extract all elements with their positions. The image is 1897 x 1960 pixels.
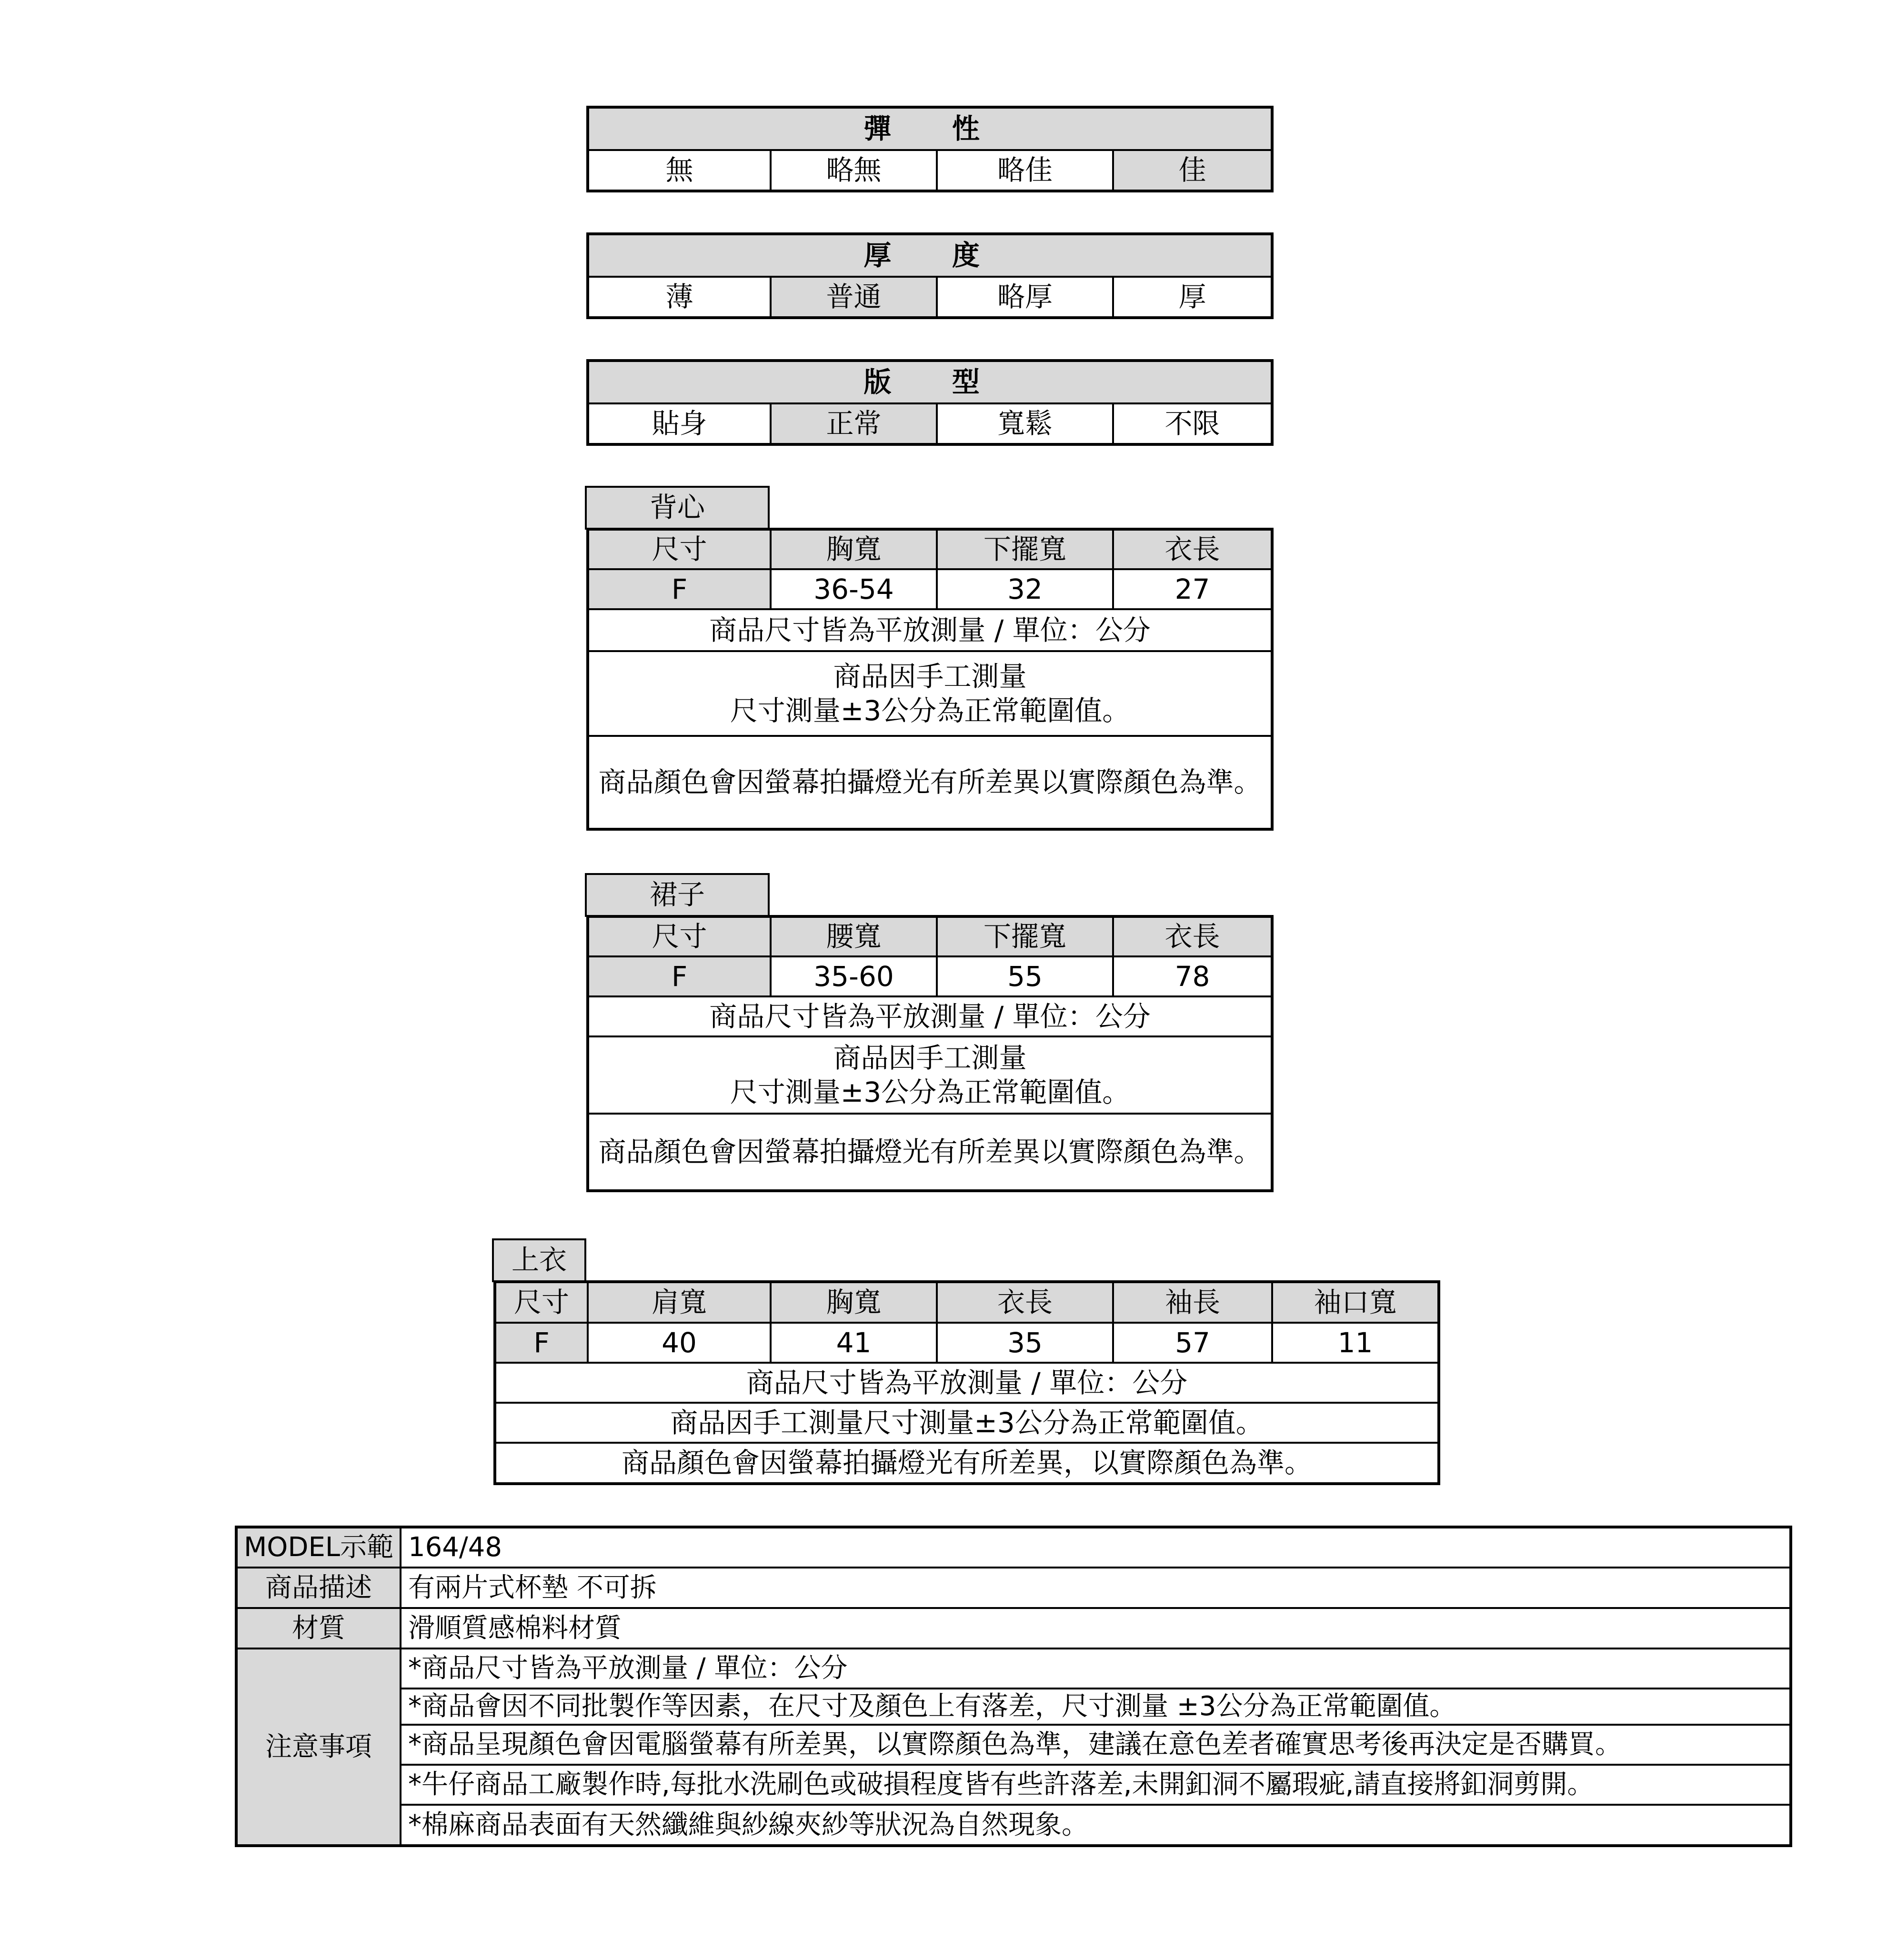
note-item: *牛仔商品工廠製作時,每批水洗刷色或破損程度皆有些許落差,未開釦洞不屬瑕疵,請直接將釦洞剪開。	[401, 1765, 1791, 1805]
vest-value: 36-54	[771, 569, 937, 609]
vest-note-tolerance	[588, 651, 1272, 736]
vest-header: 下擺寬	[937, 529, 1113, 569]
model-value: 164/48	[401, 1527, 1791, 1568]
fit-option: 貼身	[588, 403, 771, 444]
top-size-table	[493, 1280, 1440, 1485]
fit-option: 不限	[1113, 403, 1272, 444]
fit-title: 版 型	[588, 361, 1272, 403]
elasticity-option: 略無	[771, 150, 937, 191]
thickness-table	[586, 232, 1274, 319]
description-label: 商品描述	[236, 1568, 401, 1608]
note-item: *商品呈現顏色會因電腦螢幕有所差異，以實際顏色為準，建議在意色差者確實思考後再決定是否購買。	[401, 1725, 1791, 1765]
top-value: 11	[1272, 1323, 1439, 1363]
skirt-value: 55	[937, 956, 1113, 996]
vest-header: 胸寬	[771, 529, 937, 569]
skirt-note-tolerance	[588, 1036, 1272, 1114]
vest-value: 27	[1113, 569, 1272, 609]
vest-header-size: 尺寸	[588, 529, 771, 569]
elasticity-option-selected: 佳	[1113, 150, 1272, 191]
top-value: 40	[588, 1323, 771, 1363]
vest-size-table	[586, 528, 1274, 831]
top-header-size: 尺寸	[495, 1282, 588, 1323]
skirt-note-tolerance-line1: 商品因手工測量	[833, 1041, 1027, 1074]
skirt-header: 下擺寬	[937, 916, 1113, 956]
skirt-value: 35-60	[771, 956, 937, 996]
skirt-note-tolerance-line2: 尺寸測量±3公分為正常範圍值。	[730, 1076, 1130, 1108]
material-label: 材質	[236, 1608, 401, 1648]
vest-size-value: F	[588, 569, 771, 609]
skirt-header: 腰寬	[771, 916, 937, 956]
elasticity-table	[586, 106, 1274, 192]
fit-option: 寬鬆	[937, 403, 1113, 444]
thickness-title: 厚 度	[588, 234, 1272, 277]
material-value: 滑順質感棉料材質	[401, 1608, 1791, 1648]
notes-label: 注意事項	[236, 1648, 401, 1846]
vest-note-tolerance-line2: 尺寸測量±3公分為正常範圍值。	[730, 694, 1130, 727]
vest-header: 衣長	[1113, 529, 1272, 569]
top-header: 袖口寬	[1272, 1282, 1439, 1323]
skirt-size-table	[586, 915, 1274, 1192]
top-tab: 上衣	[492, 1238, 586, 1282]
vest-note-tolerance-line1: 商品因手工測量	[833, 660, 1027, 693]
vest-tab: 背心	[585, 486, 770, 530]
skirt-header-size: 尺寸	[588, 916, 771, 956]
vest-value: 32	[937, 569, 1113, 609]
fit-table	[586, 359, 1274, 446]
thickness-option: 厚	[1113, 277, 1272, 318]
vest-note-color: 商品顏色會因螢幕拍攝燈光有所差異以實際顏色為準。	[588, 736, 1272, 829]
top-size-value: F	[495, 1323, 588, 1363]
top-value: 57	[1113, 1323, 1272, 1363]
top-header: 肩寬	[588, 1282, 771, 1323]
top-value: 41	[771, 1323, 937, 1363]
skirt-size-value: F	[588, 956, 771, 996]
elasticity-option: 無	[588, 150, 771, 191]
product-info-table	[235, 1526, 1792, 1847]
elasticity-title: 彈 性	[588, 107, 1272, 150]
skirt-note-color: 商品顏色會因螢幕拍攝燈光有所差異以實際顏色為準。	[588, 1114, 1272, 1191]
note-item: *商品會因不同批製作等因素，在尺寸及顏色上有落差，尺寸測量 ±3公分為正常範圍值。	[401, 1689, 1791, 1725]
model-label: MODEL示範	[236, 1527, 401, 1568]
skirt-value: 78	[1113, 956, 1272, 996]
top-header: 袖長	[1113, 1282, 1272, 1323]
thickness-option-selected: 普通	[771, 277, 937, 318]
top-header: 衣長	[937, 1282, 1113, 1323]
note-item: *棉麻商品表面有天然纖維與紗線夾紗等狀況為自然現象。	[401, 1805, 1791, 1846]
top-header: 胸寬	[771, 1282, 937, 1323]
top-note-color: 商品顏色會因螢幕拍攝燈光有所差異，以實際顏色為準。	[495, 1443, 1439, 1484]
skirt-header: 衣長	[1113, 916, 1272, 956]
thickness-option: 略厚	[937, 277, 1113, 318]
thickness-option: 薄	[588, 277, 771, 318]
fit-option-selected: 正常	[771, 403, 937, 444]
top-note-tolerance: 商品因手工測量尺寸測量±3公分為正常範圍值。	[495, 1403, 1439, 1443]
elasticity-option: 略佳	[937, 150, 1113, 191]
top-note-measure: 商品尺寸皆為平放測量 / 單位：公分	[495, 1363, 1439, 1403]
description-value: 有兩片式杯墊 不可拆	[401, 1568, 1791, 1608]
note-item: *商品尺寸皆為平放測量 / 單位：公分	[401, 1648, 1791, 1689]
skirt-tab: 裙子	[585, 873, 770, 917]
top-value: 35	[937, 1323, 1113, 1363]
vest-note-measure: 商品尺寸皆為平放測量 / 單位：公分	[588, 609, 1272, 651]
skirt-note-measure: 商品尺寸皆為平放測量 / 單位：公分	[588, 996, 1272, 1036]
